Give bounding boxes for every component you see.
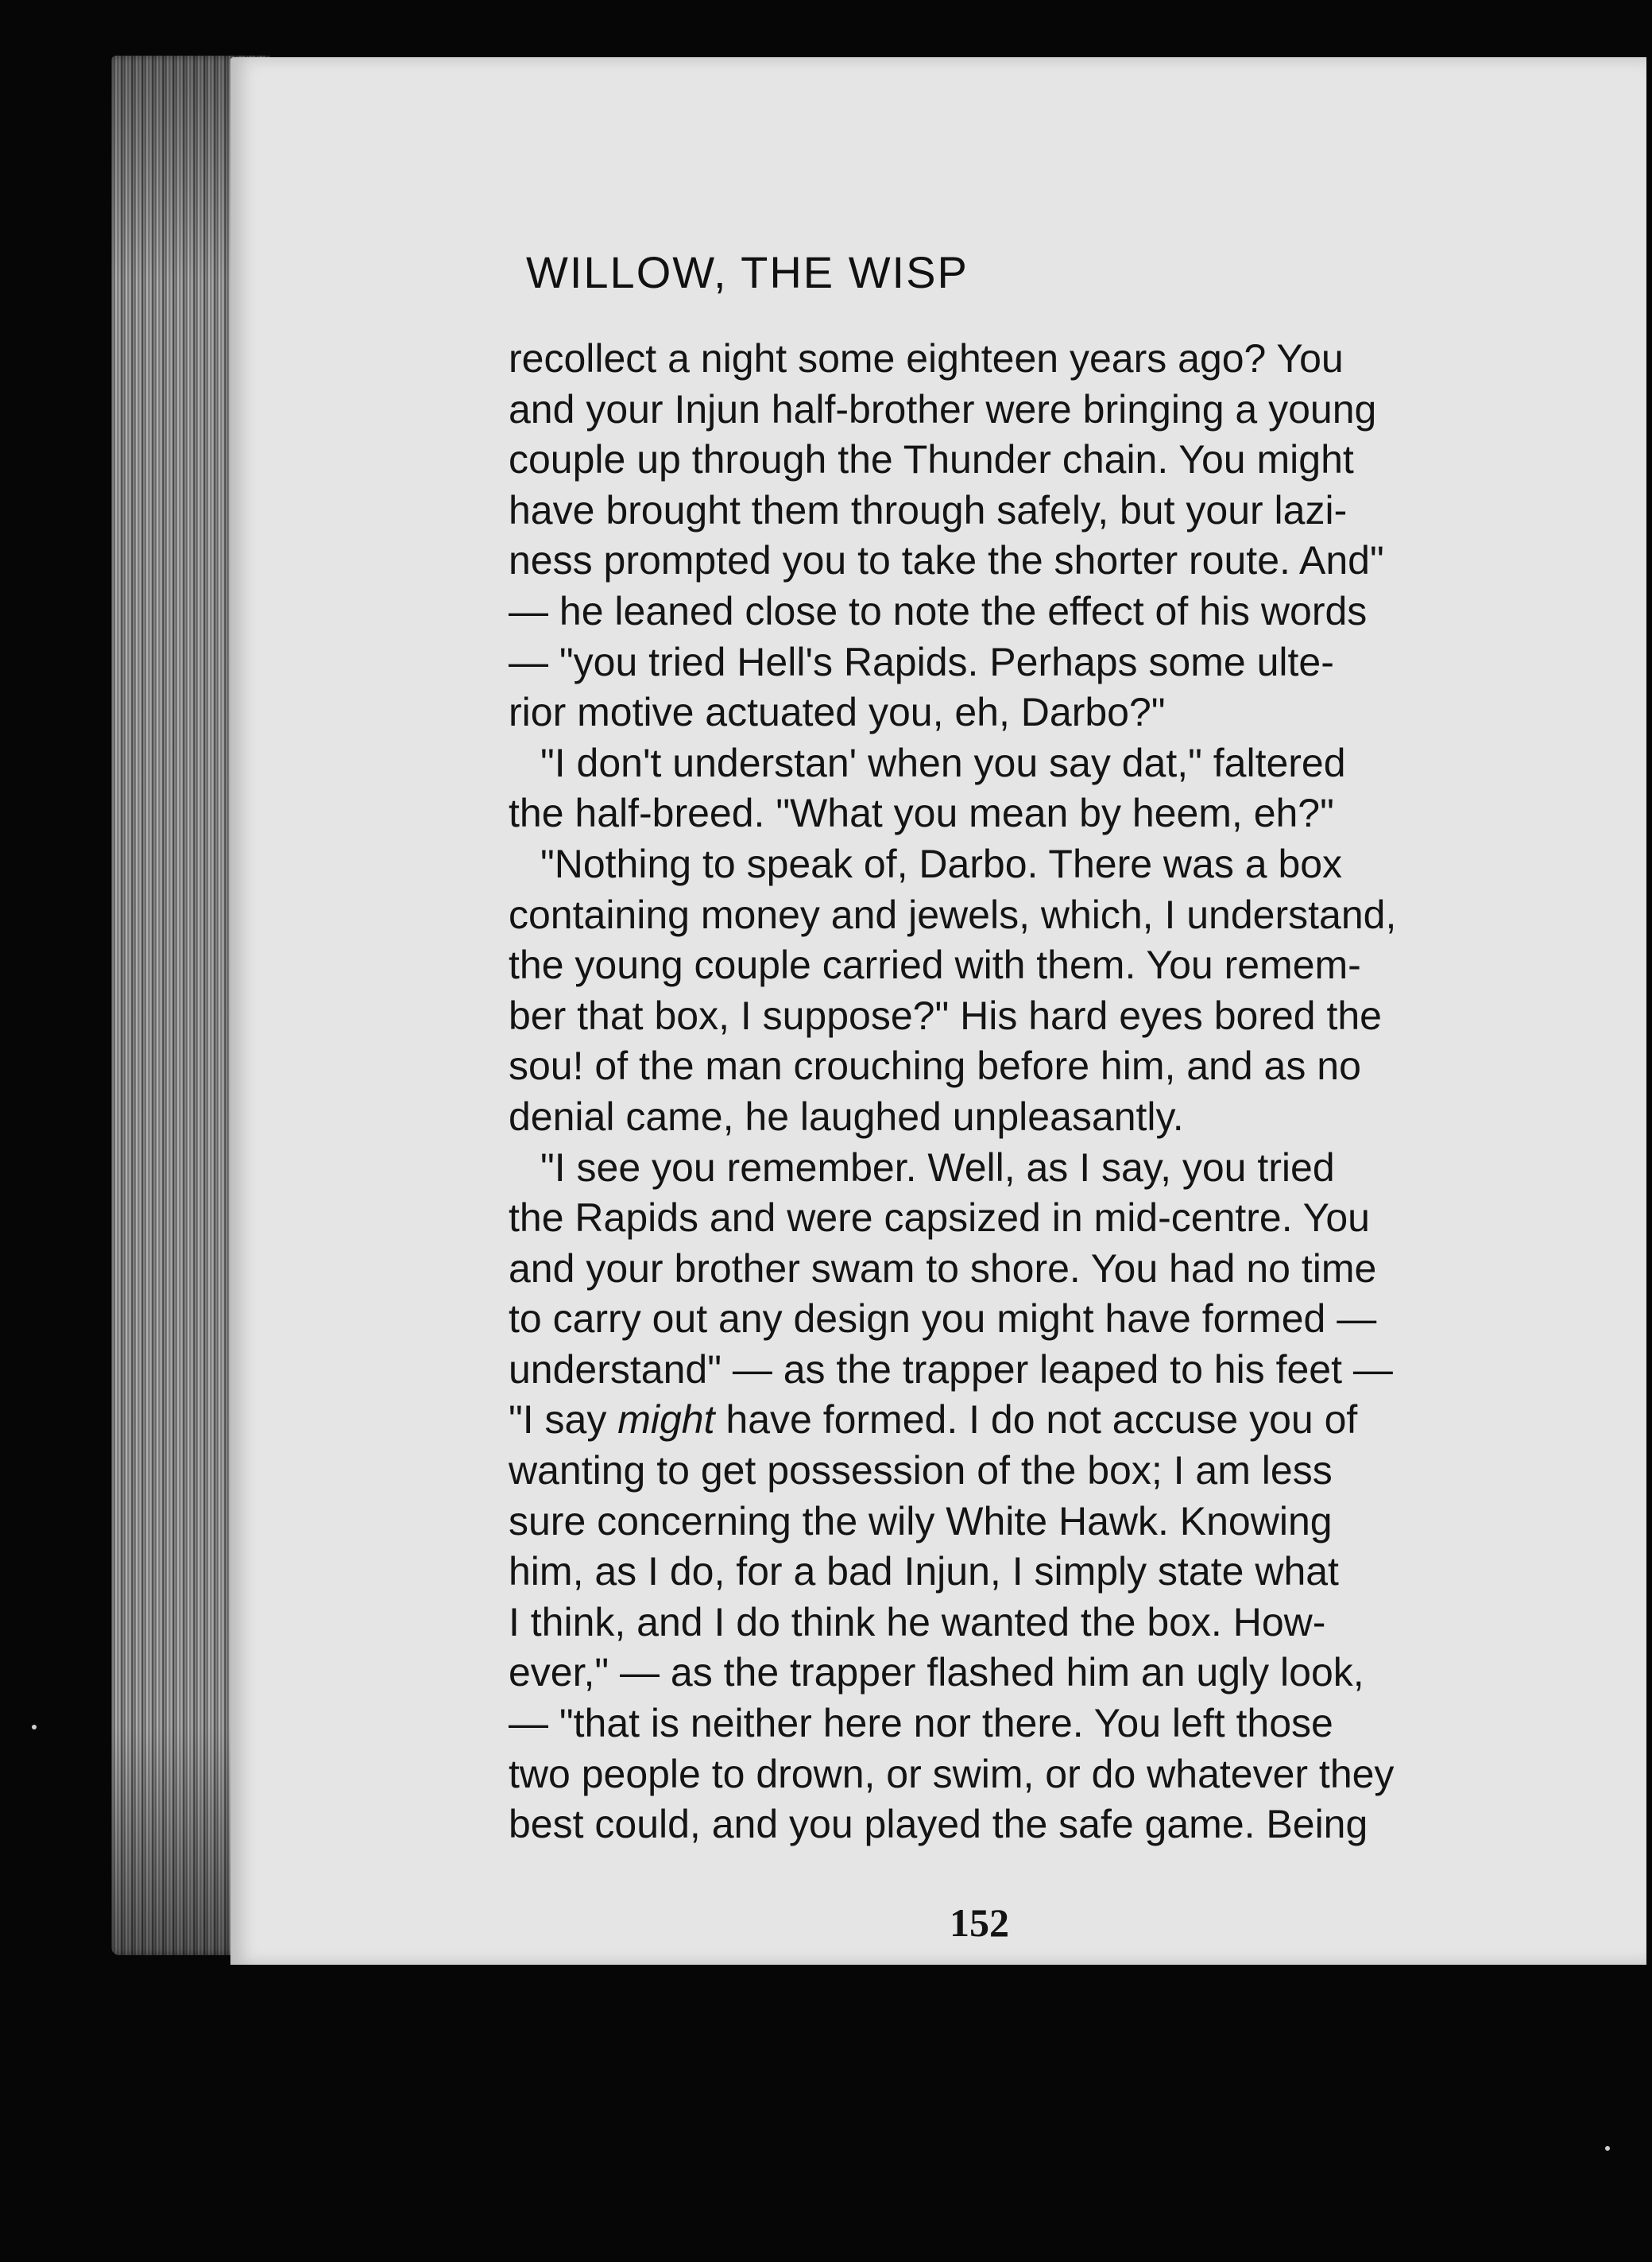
text-line: him, as I do, for a bad Injun, I simply state what [509, 1549, 1339, 1594]
body-text [509, 334, 1522, 1850]
text-line: ever," — as the trapper flashed him an ugly look, [509, 1650, 1364, 1695]
text-line: "I don't understan' when you say dat," faltered [540, 740, 1346, 785]
text-line: best could, and you played the safe game. Being [509, 1802, 1368, 1847]
text-line-segment: have formed. I do not accuse you of [714, 1397, 1358, 1443]
text-line: I think, and I do think he wanted the box. How- [509, 1599, 1326, 1644]
text-line-segment: "I say [509, 1397, 618, 1443]
text-line: denial came, he laughed unpleasantly. [509, 1094, 1184, 1139]
text-line: two people to drown, or swim, or do whatever they [509, 1751, 1395, 1796]
text-line: "I see you remember. Well, as I say, you tried [540, 1145, 1335, 1190]
text-line: — "you tried Hell's Rapids. Perhaps some ulte- [509, 639, 1334, 684]
italic-word: might [617, 1397, 715, 1443]
text-line: understand" — as the trapper leaped to his feet — [509, 1346, 1393, 1392]
text-line: "Nothing to speak of, Darbo. There was a box [540, 841, 1343, 886]
text-line: couple up through the Thunder chain. You might [509, 437, 1354, 482]
text-line: have brought them through safely, but your lazi- [509, 487, 1348, 533]
scan-speck [32, 1725, 37, 1729]
text-line: the Rapids and were capsized in mid-centre. You [509, 1195, 1370, 1241]
text-line: and your brother swam to shore. You had no time [509, 1245, 1377, 1291]
text-line: — he leaned close to note the effect of his words [509, 588, 1368, 633]
text-line: and your Injun half-brother were bringing a young [509, 386, 1377, 432]
text-line: to carry out any design you might have formed — [509, 1296, 1377, 1342]
text-line: ber that box, I suppose?" His hard eyes bored the [509, 993, 1382, 1038]
text-line: sou! of the man crouching before him, and as no [509, 1044, 1361, 1089]
text-line: wanting to get possession of the box; I am less [509, 1448, 1333, 1493]
page-number: 152 [950, 1900, 1009, 1945]
text-line: — "that is neither here nor there. You left those [509, 1701, 1333, 1746]
text-line: containing money and jewels, which, I understand, [509, 892, 1397, 937]
text-line: rior motive actuated you, eh, Darbo?" [509, 690, 1166, 735]
running-head: WILLOW, THE WISP [526, 247, 969, 297]
text-line: ness prompted you to take the shorter route. And" [509, 538, 1384, 583]
text-line: sure concerning the wily White Hawk. Knowing [509, 1498, 1333, 1544]
scan-speck [1605, 2146, 1610, 2151]
text-line [509, 1395, 1522, 1446]
text-line: the half-breed. "What you mean by heem, eh?" [509, 791, 1334, 836]
text-line: recollect a night some eighteen years ago? You [509, 336, 1344, 381]
text-line: the young couple carried with them. You remem- [509, 943, 1361, 988]
